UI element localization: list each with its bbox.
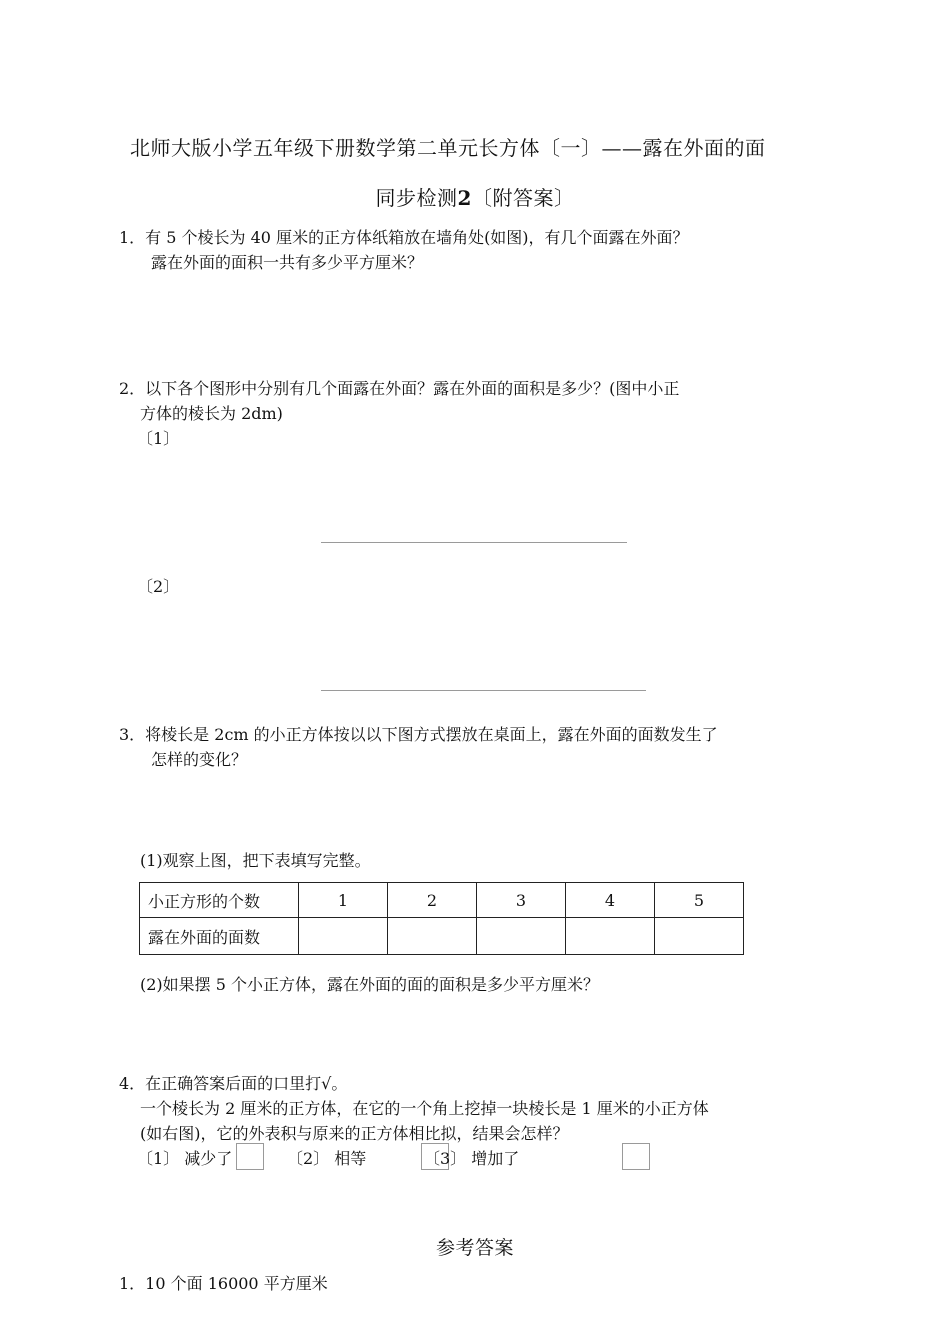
- question-4-line2: 一个棱长为 2 厘米的正方体，在它的一个角上挖掉一块棱长是 1 厘米的小正方体: [140, 1099, 709, 1118]
- question-3-part2: (2)如果摆 5 个小正方体，露在外面的面的面积是多少平方厘米？: [140, 975, 600, 994]
- table-cell-count-1: 1: [299, 883, 388, 918]
- title-part-a: 同步检测: [375, 186, 458, 210]
- answer-1: 1．10 个面 16000 平方厘米: [119, 1274, 328, 1293]
- question-3-line1: 3．将棱长是 2cm 的小正方体按以以下图方式摆放在桌面上，露在外面的面数发生了: [119, 725, 718, 744]
- table-cell-count-2: 2: [388, 883, 477, 918]
- table-cell-faces-5[interactable]: [655, 918, 744, 955]
- table-row: [140, 918, 744, 955]
- document-title-line1: 北师大版小学五年级下册数学第二单元长方体〔一〕——露在外面的面: [130, 136, 766, 160]
- option-1-label: 〔1〕 减少了: [137, 1149, 233, 1168]
- table-cell-count-4: 4: [566, 883, 655, 918]
- option-3-checkbox[interactable]: [622, 1143, 650, 1170]
- question-1-line1: 1．有 5 个棱长为 40 厘米的正方体纸箱放在墙角处(如图)，有几个面露在外面？: [119, 228, 689, 247]
- option-1-checkbox[interactable]: [236, 1143, 264, 1170]
- question-3-part1: (1)观察上图，把下表填写完整。: [140, 851, 371, 870]
- title-part-c: 〔附答案〕: [471, 186, 575, 210]
- document-title-line2: [0, 182, 950, 211]
- table-cell-faces-2[interactable]: [388, 918, 477, 955]
- option-3-label: 〔3〕 增加了: [424, 1149, 520, 1168]
- question-2-line2: 方体的棱长为 2dm): [140, 404, 283, 423]
- question-3-line2: 怎样的变化？: [151, 750, 248, 769]
- faces-table: [139, 882, 744, 955]
- question-2-line1: 2．以下各个图形中分别有几个面露在外面？露在外面的面积是多少？(图中小正: [119, 379, 680, 398]
- question-1-line2: 露在外面的面积一共有多少平方厘米？: [151, 253, 424, 272]
- question-2-sub1-label: 〔1〕: [137, 429, 180, 448]
- table-cell-count-3: 3: [477, 883, 566, 918]
- table-row: [140, 883, 744, 918]
- question-4-line3: (如右图)，它的外表积与原来的正方体相比拟，结果会怎样？: [140, 1124, 569, 1143]
- question-4-line1: 4．在正确答案后面的口里打√。: [119, 1074, 348, 1093]
- table-cell-faces-3[interactable]: [477, 918, 566, 955]
- table-header-faces: 露在外面的面数: [140, 918, 299, 955]
- answer-line-1: [321, 542, 627, 543]
- question-2-sub2-label: 〔2〕: [137, 577, 180, 596]
- table-cell-count-5: 5: [655, 883, 744, 918]
- table-cell-faces-4[interactable]: [566, 918, 655, 955]
- answer-line-2: [321, 690, 646, 691]
- option-2-label: 〔2〕 相等: [287, 1149, 367, 1168]
- title-part-b: 2: [457, 186, 472, 210]
- table-cell-faces-1[interactable]: [299, 918, 388, 955]
- table-header-count: 小正方形的个数: [140, 883, 299, 918]
- answers-heading: 参考答案: [435, 1237, 514, 1259]
